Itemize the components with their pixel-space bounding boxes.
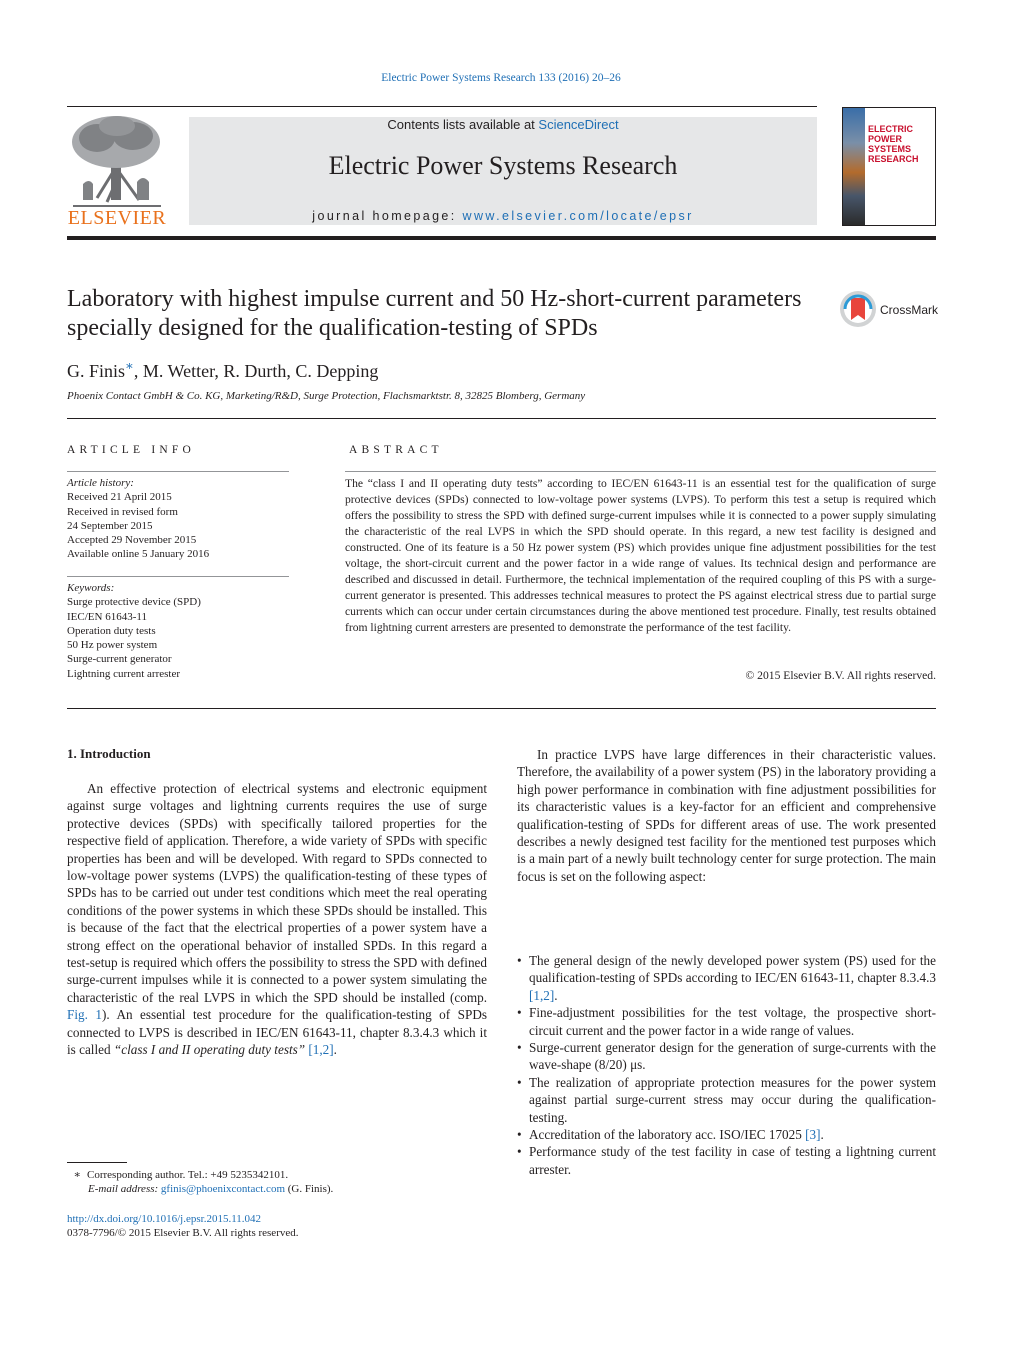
abstract-heading: ABSTRACT (349, 444, 443, 456)
homepage-link[interactable]: www.elsevier.com/locate/epsr (462, 209, 694, 223)
reference-link[interactable]: [3] (805, 1127, 821, 1143)
email-label: E-mail address: (88, 1183, 159, 1195)
intro-paragraph-1 (67, 780, 487, 1059)
footnote-rule (67, 1162, 127, 1163)
reference-link[interactable]: [1,2] (529, 987, 555, 1003)
contents-prefix: Contents lists available at (387, 117, 539, 132)
crossmark-icon (839, 290, 877, 328)
figure-link[interactable]: Fig. 1 (67, 1007, 102, 1023)
doi-link[interactable] (67, 1212, 261, 1226)
list-item: • Surge-current generator design for the generation of surge-currents with the wave-shape (8/20) μs. (517, 1039, 936, 1074)
keywords-label: Keywords: (67, 582, 115, 594)
footnote-text: Corresponding author. Tel.: +49 5235342101. (87, 1169, 289, 1181)
history-item: 24 September 2015 (67, 519, 153, 532)
footnote-corresponding (67, 1168, 288, 1182)
article-info-heading: ARTICLE INFO (67, 444, 195, 456)
author-names-rest: , M. Wetter, R. Durth, C. Depping (133, 361, 379, 381)
history-item: Received in revised form (67, 505, 178, 518)
abstract-text: The “class I and II operating duty tests” according to IEC/EN 61643-11 is an essential test for the qualification of surge protective devices (SPDs) connected to low-voltage power systems (LVPS). To perform this test a setup is required which offers the possibility to stress the SPD with defined surge-current impulses while it is connected to a power supply simulating the characteristic of the real LVPS in which the SPD should operate. In this regard, a new test facility is designed and constructed. One of its feature is a 50 Hz power system (PS) which provides unique fine adjustment possibilities for the test voltage, the short-circuit current and the power factor in a wide range of values. Its technical design and performance are described and discussed in detail. Furthermore, the technical implementation of the required coupling of this PS with a surge-current generator is presented. This addresses technical measures to protect the PS against electrical stress due to partial surge currents which can occur under certain circumstances during the above mentioned test procedure. Finally, test results obtained from lightning current arresters are presented to demonstrate the performance of the test facility. (345, 477, 936, 634)
intro-text: . (333, 1042, 337, 1058)
keyword: Surge-current generator (67, 653, 172, 666)
list-item: • Performance study of the test facility in case of testing a lightning current arrester. (517, 1143, 936, 1178)
keyword: 50 Hz power system (67, 639, 158, 652)
abstract-copyright: © 2015 Elsevier B.V. All rights reserved. (745, 669, 936, 682)
list-item-text: . (820, 1127, 824, 1143)
history-item: Accepted 29 November 2015 (67, 534, 197, 547)
header-rule (67, 106, 817, 107)
list-item-text: Accreditation of the laboratory acc. ISO/IEC 17025 (529, 1127, 806, 1143)
journal-banner (189, 117, 817, 225)
intro-paragraph-2: In practice LVPS have large differences in their characteristic values. Therefore, the availability of a power system (PS) in the laboratory providing a high power performance in combination with fine adjustment possibilities for its characteristic values is a key-factor for an efficient and comprehensive qualification-testing of SPDs for different areas of use. The work presented describes a newly designed test facility for the mentioned test purposes which is a main part of a newly built technology center for surge protection. The main focus is set on the following aspect: (517, 747, 936, 884)
reference-link[interactable]: [1,2] (308, 1042, 334, 1058)
abstract-rule (345, 471, 936, 472)
email-link[interactable]: gfinis@phoenixcontact.com (160, 1183, 285, 1195)
info-rule (67, 471, 289, 472)
aspect-list (517, 952, 936, 1178)
keywords-rule (67, 576, 289, 577)
intro-text: An effective protection of electrical systems and electronic equipment against surge voltages and lightning currents requires the use of surge protective devices (SPDs) with specifically tailored properties for the respective field of application. Therefore, a wide variety of SPDs with specific properties has been and will be developed. With regard to SPDs connected to low-voltage power systems (LVPS) the qualification-testing of these types of SPDs has to be carried out under test conditions which meet the real operating conditions of the power systems in which these SPDs should be installed. This is because of the fact that the electrical properties of a power system have a strong effect on the operational behavior of installed SPDs. In this regard a test-setup is required which offers the possibility to stress the SPD with defined surge-current impulses while it is connected to a power system simulating the characteristic of the real LVPS in which the SPD should be installed (comp. (67, 781, 487, 1005)
journal-reference[interactable]: Electric Power Systems Research 133 (2016) 20–26 (381, 72, 621, 84)
quoted-test-name: “class I and II operating duty tests” (113, 1042, 306, 1058)
intro-text: ). An essential test procedure for the qualification-testing of SPDs connected to LVPS is described in IEC/EN 61643-11, chapter 8.3.4.3 which it is called (67, 1007, 487, 1058)
list-item: • The realization of appropriate protection measures for the power system against partial surge-current stress may occur during the qualification-testing. (517, 1074, 936, 1126)
list-item (517, 952, 936, 1004)
keyword: Lightning current arrester (67, 667, 181, 680)
author-list (67, 358, 378, 382)
cover-image-strip (843, 108, 865, 225)
contents-line (189, 117, 817, 132)
section-heading-introduction: 1. Introduction (67, 746, 151, 761)
history-item: Received 21 April 2015 (67, 491, 172, 504)
section-rule (67, 418, 936, 419)
list-item: • Fine-adjustment possibilities for the test voltage, the prospective short-circuit current and the power factor in a wide range of values. (517, 1004, 936, 1039)
homepage-line (189, 209, 817, 223)
list-item-text: The general design of the newly developed power system (PS) used for the qualification-testing of SPDs according to IEC/EN 61643-11, chapter 8.3.4.3 (529, 953, 936, 986)
doi-text[interactable]: http://dx.doi.org/10.1016/j.epsr.2015.11.042 (67, 1213, 262, 1225)
elsevier-logo (67, 112, 167, 230)
issn-line: 0378-7796/© 2015 Elsevier B.V. All rights reserved. (67, 1227, 299, 1239)
list-item-text: . (554, 987, 558, 1003)
footnote-email (88, 1182, 333, 1196)
history-item: Available online 5 January 2016 (67, 548, 210, 561)
body-rule (67, 708, 936, 709)
tree-icon (67, 112, 167, 208)
keyword: Surge protective device (SPD) (67, 596, 201, 609)
keyword: Operation duty tests (67, 624, 156, 637)
elsevier-wordmark: ELSEVIER (67, 207, 167, 229)
keyword: IEC/EN 61643-11 (67, 610, 147, 623)
keywords (67, 581, 289, 681)
article-title: Laboratory with highest impulse current and 50 Hz-short-current parameters specially designed for the qualification-testing of SPDs (67, 286, 802, 341)
sciencedirect-link[interactable]: ScienceDirect (538, 117, 619, 132)
crossmark-label: CrossMark (880, 303, 939, 317)
journal-title: Electric Power Systems Research (328, 151, 678, 180)
footnote-mark: ∗ (73, 1169, 81, 1181)
article-history (67, 476, 289, 562)
header-thick-rule (67, 236, 936, 240)
list-item (517, 1126, 936, 1143)
email-suffix: (G. Finis). (285, 1183, 334, 1195)
journal-cover[interactable] (842, 107, 936, 226)
homepage-prefix: journal homepage: (312, 209, 463, 223)
affiliation: Phoenix Contact GmbH & Co. KG, Marketing/R&D, Surge Protection, Flachsmarktstr. 8, 32825 Blomberg, Germany (67, 390, 586, 402)
author-name[interactable]: G. Finis (67, 361, 126, 381)
history-label: Article history: (67, 477, 134, 489)
corresponding-author-mark[interactable]: ∗ (125, 358, 134, 373)
cover-title: ELECTRIC POWER SYSTEMS RESEARCH (868, 124, 919, 164)
crossmark-button[interactable] (839, 290, 939, 330)
